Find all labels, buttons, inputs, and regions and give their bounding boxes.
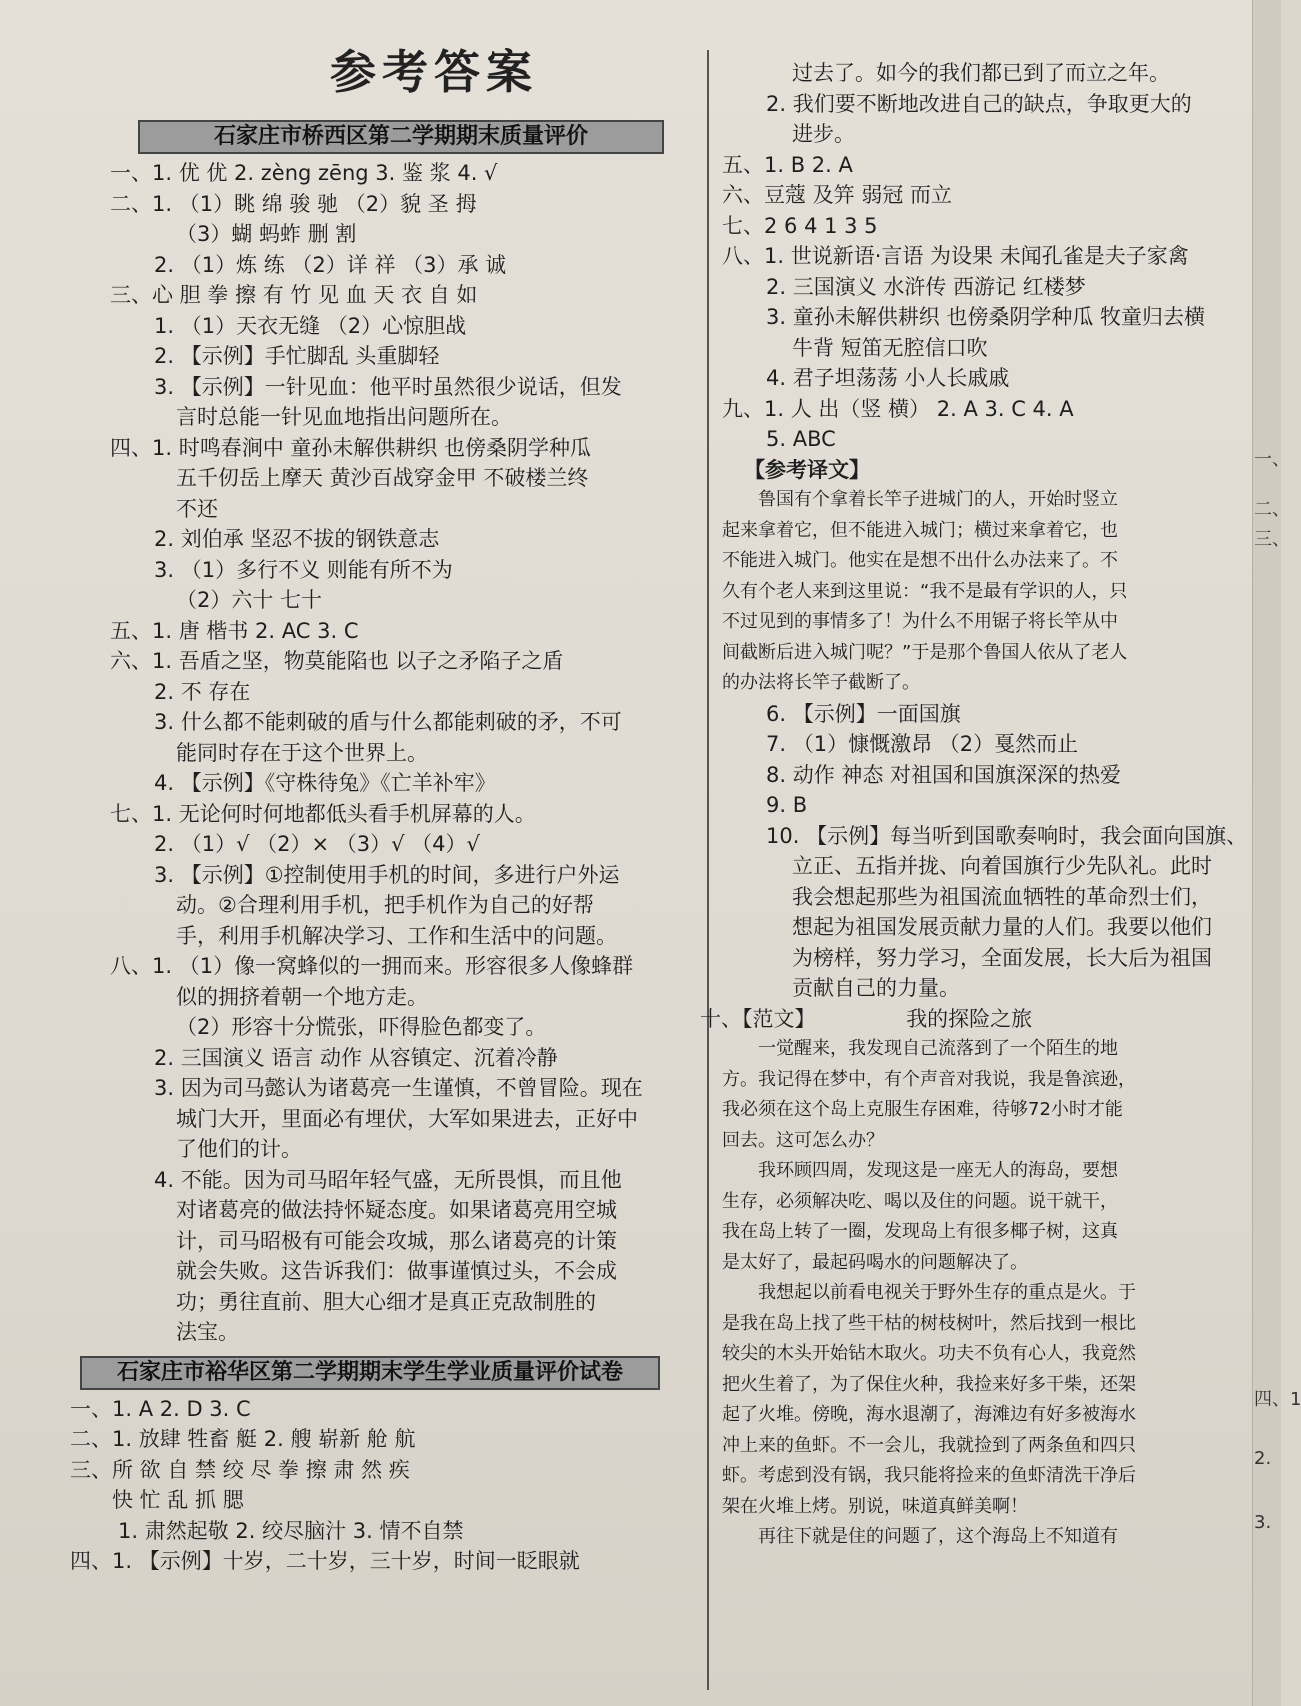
answer-line: 6. 【示例】一面国旗 — [766, 701, 961, 726]
answer-line: 快 忙 乱 抓 腮 — [112, 1488, 244, 1512]
answer-line: 手，利用手机解决学习、工作和生活中的问题。 — [176, 923, 617, 948]
answer-line: （3）蝴 蚂蚱 删 割 — [176, 222, 357, 246]
answer-line: 7. （1）慷慨激昂 （2）戛然而止 — [766, 732, 1079, 756]
answer-line: 过去了。如今的我们都已到了而立之年。 — [792, 61, 1170, 85]
answer-line: 八、1. 世说新语·言语 为设果 未闻孔雀是夫子家禽 — [722, 244, 1189, 268]
answer-line: （2）六十 七十 — [176, 588, 323, 612]
essay-line: 生存，必须解决吃、喝以及住的问题。说干就干， — [722, 1190, 1118, 1212]
answer-line: 2. 不 存在 — [154, 679, 251, 704]
essay-line: 虾。考虑到没有锅，我只能将捡来的鱼虾清洗干净后 — [722, 1465, 1136, 1486]
edge-text: 一、 — [1254, 449, 1290, 470]
essay-line: 我想起以前看电视关于野外生存的重点是火。于 — [758, 1282, 1136, 1303]
answer-line: 三、心 胆 拳 擦 有 竹 见 血 天 衣 自 如 — [110, 283, 478, 307]
translation-line: 的办法将长竿子截断了。 — [722, 672, 920, 693]
essay-header — [700, 1004, 1244, 1035]
essay-line: 我必须在这个岛上克服生存困难，待够72小时才能 — [722, 1099, 1123, 1120]
answer-line: 功；勇往直前、胆大心细才是真正克敌制胜的 — [176, 1289, 596, 1314]
answer-line: 四、1. 时鸣春涧中 童孙未解供耕织 也傍桑阴学种瓜 — [110, 435, 592, 460]
essay-line: 一觉醒来，我发现自己流落到了一个陌生的地 — [758, 1038, 1118, 1059]
answer-line: 5. ABC — [766, 427, 836, 451]
answer-line: 3. 因为司马懿认为诸葛亮一生谨慎，不曾冒险。现在 — [154, 1076, 643, 1100]
section-title-qiaoxi: 石家庄市桥西区第二学期期末质量评价 — [138, 120, 664, 154]
essay-line: 冲上来的鱼虾。不一会儿，我就捡到了两条鱼和四只 — [722, 1434, 1136, 1456]
answer-line: 4. 【示例】《守株待兔》《亡羊补牢》 — [154, 771, 496, 795]
answer-line: 对诸葛亮的做法持怀疑态度。如果诸葛亮用空城 — [176, 1198, 617, 1222]
answer-line: 一、1. A 2. D 3. C — [70, 1396, 251, 1421]
answer-line: 不还 — [176, 496, 218, 521]
section-title-yuhua: 石家庄市裕华区第二学期期末学生学业质量评价试卷 — [80, 1356, 660, 1390]
answer-line: 想起为祖国发展贡献力量的人们。我要以他们 — [792, 915, 1212, 939]
answer-line: 进步。 — [792, 122, 855, 146]
answer-line: 4. 君子坦荡荡 小人长戚戚 — [766, 366, 1010, 390]
edge-text: 二、 — [1254, 499, 1290, 520]
answer-line: 牛背 短笛无腔信口吹 — [792, 335, 988, 360]
essay-line: 再往下就是住的问题了，这个海岛上不知道有 — [758, 1526, 1118, 1547]
page-title: 参考答案 — [330, 45, 538, 99]
answer-line: 2. 【示例】手忙脚乱 头重脚轻 — [154, 344, 440, 368]
answer-line: 二、1. 放肆 牲畜 艇 2. 艘 崭新 舱 航 — [70, 1427, 416, 1451]
answer-line: 2. 我们要不断地改进自己的缺点，争取更大的 — [766, 91, 1192, 116]
answer-line: 9. B — [766, 793, 808, 817]
answer-line: 了他们的计。 — [176, 1137, 302, 1161]
essay-line: 架在火堆上烤。别说，味道真鲜美啊！ — [722, 1495, 1028, 1517]
essay-line: 我环顾四周，发现这是一座无人的海岛，要想 — [758, 1160, 1118, 1181]
answer-line: 五、1. 唐 楷书 2. AC 3. C — [110, 618, 359, 643]
answer-line: 二、1. （1）眺 绵 骏 驰 （2）貌 圣 拇 — [110, 191, 477, 216]
answer-line: 九、1. 人 出（竖 横） 2. A 3. C 4. A — [722, 396, 1074, 421]
translation-line: 不能进入城门。他实在是想不出什么办法来了。不 — [722, 550, 1118, 571]
answer-line: 1. 肃然起敬 2. 绞尽脑汁 3. 情不自禁 — [118, 1518, 464, 1543]
answer-line: 2. （1）炼 练 （2）详 祥 （3）承 诚 — [154, 252, 507, 277]
answer-line: 2. （1）√ （2）× （3）√ （4）√ — [154, 832, 480, 856]
answer-line: 三、所 欲 自 禁 绞 尽 拳 擦 肃 然 疾 — [70, 1457, 410, 1482]
answer-line: 3. 什么都不能刺破的盾与什么都能刺破的矛，不可 — [154, 710, 622, 734]
answer-line: 计，司马昭极有可能会攻城，那么诸葛亮的计策 — [176, 1228, 617, 1253]
essay-line: 回去。这可怎么办？ — [722, 1129, 884, 1151]
translation-line: 久有个老人来到这里说：“我不是最有学识的人，只 — [722, 580, 1128, 602]
translation-line: 间截断后进入城门呢？”于是那个鲁国人依从了老人 — [722, 641, 1128, 663]
translation-line: 鲁国有个拿着长竿子进城门的人，开始时竖立 — [758, 489, 1118, 510]
essay-line: 方。我记得在梦中，有个声音对我说，我是鲁滨逊， — [722, 1068, 1136, 1090]
answer-line: 动。②合理利用手机，把手机作为自己的好帮 — [176, 893, 594, 917]
answer-line: 贡献自己的力量。 — [792, 976, 960, 1000]
right-column — [700, 58, 1248, 1553]
answer-line: 2. 三国演义 语言 动作 从容镇定、沉着冷静 — [154, 1045, 558, 1070]
answer-line: 2. 三国演义 水浒传 西游记 红楼梦 — [766, 274, 1086, 299]
translation-line: 不过见到的事情多了！为什么不用锯子将长竿从中 — [722, 611, 1118, 632]
edge-text: 3. — [1254, 1512, 1272, 1533]
answer-line: 四、1. 【示例】十岁，二十岁，三十岁，时间一眨眼就 — [70, 1549, 580, 1573]
edge-text: 2. — [1254, 1448, 1272, 1469]
answer-line: 我会想起那些为祖国流血牺牲的革命烈士们， — [792, 884, 1212, 909]
answer-line: 1. （1）天衣无缝 （2）心惊胆战 — [154, 313, 467, 338]
answer-line: 一、1. 优 优 2. zèng zēng 3. 鉴 浆 4. √ — [110, 161, 498, 185]
essay-line: 我在岛上转了一圈，发现岛上有很多椰子树，这真 — [722, 1221, 1118, 1242]
answer-line: 立正、五指并拢、向着国旗行少先队礼。此时 — [792, 854, 1212, 878]
essay-label: 十、【范文】 — [700, 1006, 816, 1031]
answer-line: 城门大开，里面必有埋伏，大军如果进去，正好中 — [176, 1106, 638, 1131]
essay-line: 起了火堆。傍晚，海水退潮了，海滩边有好多被海水 — [722, 1404, 1136, 1425]
answer-line: 六、豆蔻 及笄 弱冠 而立 — [722, 183, 953, 207]
answer-line: 七、1. 无论何时何地都低头看手机屏幕的人。 — [110, 801, 536, 826]
answer-line: 六、1. 吾盾之坚，物莫能陷也 以子之矛陷子之盾 — [110, 649, 564, 673]
answer-line: 似的拥挤着朝一个地方走。 — [176, 984, 428, 1009]
essay-line: 是太好了，最起码喝水的问题解决了。 — [722, 1251, 1028, 1273]
essay-title: 我的探险之旅 — [906, 1006, 1033, 1031]
essay-line: 较尖的木头开始钻木取火。功夫不负有心人，我竟然 — [722, 1343, 1136, 1364]
edge-text: 三、 — [1254, 529, 1290, 550]
answer-line: 3. （1）多行不义 则能有所不为 — [154, 557, 453, 582]
answer-line: 法宝。 — [176, 1320, 239, 1344]
column-divider — [707, 50, 709, 1690]
left-column — [70, 118, 685, 1577]
translation-label: 【参考译文】 — [744, 457, 870, 482]
answer-line: 八、1. （1）像一窝蜂似的一拥而来。形容很多人像蜂群 — [110, 954, 634, 978]
answer-line: 五、1. B 2. A — [722, 152, 853, 177]
answer-line: （2）形容十分慌张，吓得脸色都变了。 — [176, 1015, 547, 1039]
edge-text: 四、1 — [1254, 1389, 1301, 1410]
answer-line: 2. 刘伯承 坚忍不拔的钢铁意志 — [154, 527, 440, 551]
essay-line: 把火生着了，为了保住火种，我捡来好多干柴，还架 — [722, 1373, 1136, 1395]
answer-line: 七、2 6 4 1 3 5 — [722, 213, 878, 238]
essay-line: 是我在岛上找了些干枯的树枝树叶，然后找到一根比 — [722, 1312, 1136, 1334]
answer-line: 能同时存在于这个世界上。 — [176, 740, 428, 765]
answer-line: 8. 动作 神态 对祖国和国旗深深的热爱 — [766, 762, 1122, 787]
answer-line: 3. 【示例】①控制使用手机的时间，多进行户外运 — [154, 862, 620, 887]
answer-line: 3. 童孙未解供耕织 也傍桑阴学种瓜 牧童归去横 — [766, 305, 1206, 329]
answer-line: 3. 【示例】一针见血：他平时虽然很少说话，但发 — [154, 374, 622, 399]
answer-line: 就会失败。这告诉我们：做事谨慎过头，不会成 — [176, 1259, 617, 1283]
answer-line: 4. 不能。因为司马昭年轻气盛，无所畏惧，而且他 — [154, 1167, 622, 1192]
answer-line: 10. 【示例】每当听到国歌奏响时，我会面向国旗、 — [766, 823, 1248, 848]
translation-line: 起来拿着它，但不能进入城门；横过来拿着它，也 — [722, 519, 1118, 541]
answer-line: 言时总能一针见血地指出问题所在。 — [176, 405, 512, 429]
answer-line: 五千仞岳上摩天 黄沙百战穿金甲 不破楼兰终 — [176, 466, 589, 490]
answer-line: 为榜样，努力学习，全面发展，长大后为祖国 — [792, 945, 1212, 970]
